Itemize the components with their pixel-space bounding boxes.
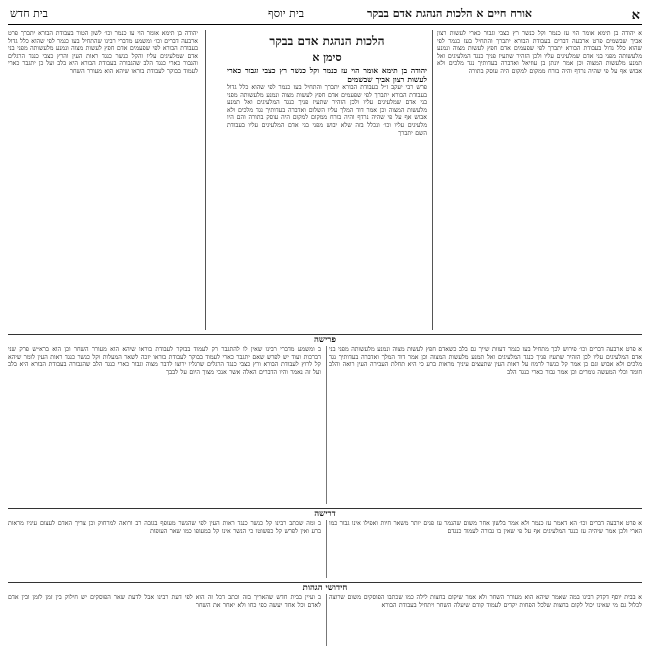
right-column-text: א יהודה בן תימא אומר הוי עז כנמר וקל כנשר רץ כצבי וגבור כארי לעשות רצון אביך שבשמים פרט ארבעה דברים בעבודת הבורא יתברך והתחיל בעז כנמר לפי שהוא כלל גדול בעבודת הבורא יתברך לפי שפעמים אדם חפץ לעשות מצוה ונמנע מלעשותה מפני בני אדם שמלעיגים עליו ולכן הזהיר שתעיז פניך כנגד המלעיגים ואל תמנע מלעשות המצוה וכן אמר יונתן בן עוזיאל ואדברה בעדותיך נגד מלכים ולא אבוש אף על פי שהיה נרדף והיה בורח ממקום למקום היה עוסק בתורה xyxy=(437,30,642,75)
derisha-section xyxy=(8,508,642,578)
left-column-text: יהודה בן תימא אומר הוי עז כנמר וכו׳ לשון הטור בעבודת הבורא יתברך פרט ארבעה דברים וכו׳ ומשמע מדברי רבינו שהתחיל בעז כנמר לפי שהוא כלל גדול בעבודת הבורא לפי שפעמים אדם חפץ לעשות מצוה ונמנע מלעשותה מפני בני אדם שמלעיגים עליו והקל כנשר כנגד ראות העין והרץ כצבי כנגד הרגלים והגבור כארי כנגד הלב שהגבורה בעבודת הבורא היא בלב ועל כן יתגבר כארי לעמוד בבוקר לעבודת בוראו שיהא הוא מעורר השחר xyxy=(8,30,198,75)
section-title: הלכות הנהגת אדם בבקר xyxy=(269,34,385,48)
column-divider xyxy=(326,594,327,646)
perisha-section xyxy=(8,334,642,504)
derisha-title: דרישה xyxy=(314,509,336,519)
page-letter: א xyxy=(631,8,640,23)
main-columns xyxy=(8,30,642,330)
derisha-right-column xyxy=(329,520,642,578)
derisha-text: א פרט ארבעה דברים וכו׳ הא דאמר עז כנמר ולא אמר בלשון אחר משום שהנמר עז פנים יותר משאר חיות ואפילו אינו גבור כמו הארי ולכן אמר שיהיה עז כנגד המלעיגים אף על פי שאין בו גבורה לעמוד כנגדם xyxy=(329,520,642,535)
middle-column-text: פרש רבי יעקב ז״ל בעבודת הבורא יתברך והתחיל בעז כנמר לפי שהוא כלל גדול בעבודת הבורא יתברך לפי שפעמים אדם חפץ לעשות מצוה ונמנע מלעשותה מפני בני אדם שמלעיגים עליו ולכן הזהיר שתעיז פניך כנגד המלעיגים ואל תמנע מלעשות המצוה וכן אמר דוד המלך עליו השלום ואדברה בעדותיך נגד מלכים ולא אבוש אף על פי שהיה נרדף והיה בורח ממקום למקום היה עוסק בתורה והם היו מלעיגים עליו וכו׳ ונכלל בזה שלא יבוש מפני בני אדם המלעיגים עליו בעבודת השם יתברך xyxy=(227,84,427,137)
right-column xyxy=(437,30,642,330)
siman-heading: סימן א xyxy=(312,51,342,64)
center-commentary-label: בית יוסף xyxy=(268,7,305,20)
perisha-title: פרישה xyxy=(314,335,336,345)
derisha-left-column xyxy=(8,520,321,578)
page-header xyxy=(8,4,642,25)
middle-column xyxy=(227,30,427,330)
chidushei-hagahot-section xyxy=(8,582,642,646)
chidushei-left-column xyxy=(8,594,321,646)
perisha-left-column xyxy=(8,346,321,504)
running-title: אורח חיים א הלכות הנהגת אדם בבקר xyxy=(366,7,532,20)
main-text-intro: יהודה בן תימא אומר הוי עז כנמר וקל כנשר רץ כצבי וגבור כארי לעשות רצון אביך שבשמים xyxy=(227,66,427,84)
chidushei-right-column xyxy=(329,594,642,646)
perisha-right-column xyxy=(329,346,642,504)
perisha-text: א פרט ארבעה דברים וכו׳ פירוש לכך מתחיל בעז כנמר דעזות שייך גם בלב כשאדם חפץ לעשות מצוה ונמנע מלעשותה מפני בני אדם המלעיגים עליו לכן הזהיר שתעיז פניך כנגד המלעיגים ואל תמנע מלעשות המצוה וכן אמר דוד המלך ואדברה בעדותיך נגד מלכים ולא אבוש וגם כן אמר קל כנשר לרמוז על ראות העין שתעצים עיניך מראות ברע כי היא תחלת העבירה העין רואה והלב חומד וכלי המעשה גומרים וכן אמר גבור כארי כנגד הלב xyxy=(329,346,642,376)
column-divider xyxy=(432,30,433,330)
chidushei-text: א בבית יוסף דקדק רבינו במה שאמר שיהא הוא מעורר השחר ולא אמר שיקום בחצות לילה כמו שכתבו הפוסקים משום שרוצה לכלול גם מי שאינו יכול לקום בחצות שלכל הפחות יקדים לעמוד קודם שיעלה השחר ויתחיל בעבודת הבורא xyxy=(329,594,642,609)
column-divider xyxy=(205,30,206,330)
perisha-text: ב ומשמע מדברי רבינו שאין לו להתגבר רק לעמוד בבוקר לעבודת בוראו שיהא הוא מעורר השחר וכן הוא ברא״ש פרק שני דברכות ועוד יש לפרש שאם יתגבר כארי לעמוד בבוקר לעבודת בוראו יזכה לשאר המעלות וקל כנשר כנגד ראות העין לומר שיהא קל לרוץ לעבודת הבורא ורץ כצבי כנגד הרגלים שרגליו ירוצו לדבר מצוה וגבור כארי כנגד הלב שהגבורה בעבודת הבורא היא בלב ועל זה נאמר והיו הדברים האלה אשר אנכי מצוך היום על לבבך xyxy=(8,346,321,376)
left-column xyxy=(8,30,198,330)
column-divider xyxy=(326,346,327,504)
chidushei-text: ב ועיין בבית חדש שהאריך בזה וכתב דכל זה הוא לפי דעת רבינו אבל לדעת שאר הפוסקים יש חילוק בין זמן לזמן ובין אדם לאדם וכל אחד יעשה כפי כחו ולא יאחר את השחר xyxy=(8,594,321,609)
left-commentary-label: בית חדש xyxy=(10,7,48,20)
column-divider xyxy=(326,520,327,578)
derisha-text: ב ומה שכתב רבינו קל כנשר כנגד ראות העין לפי שהנשר מעופף בגובה רב ורואה למרחוק וכן צריך האדם לעצום עיניו מראות ברע ואין לפרש קל כפשוטו כי הנשר אינו קל במעופו כמו שאר העופות xyxy=(8,520,321,535)
chidushei-hagahot-title: חידושי הגהות xyxy=(302,583,348,593)
